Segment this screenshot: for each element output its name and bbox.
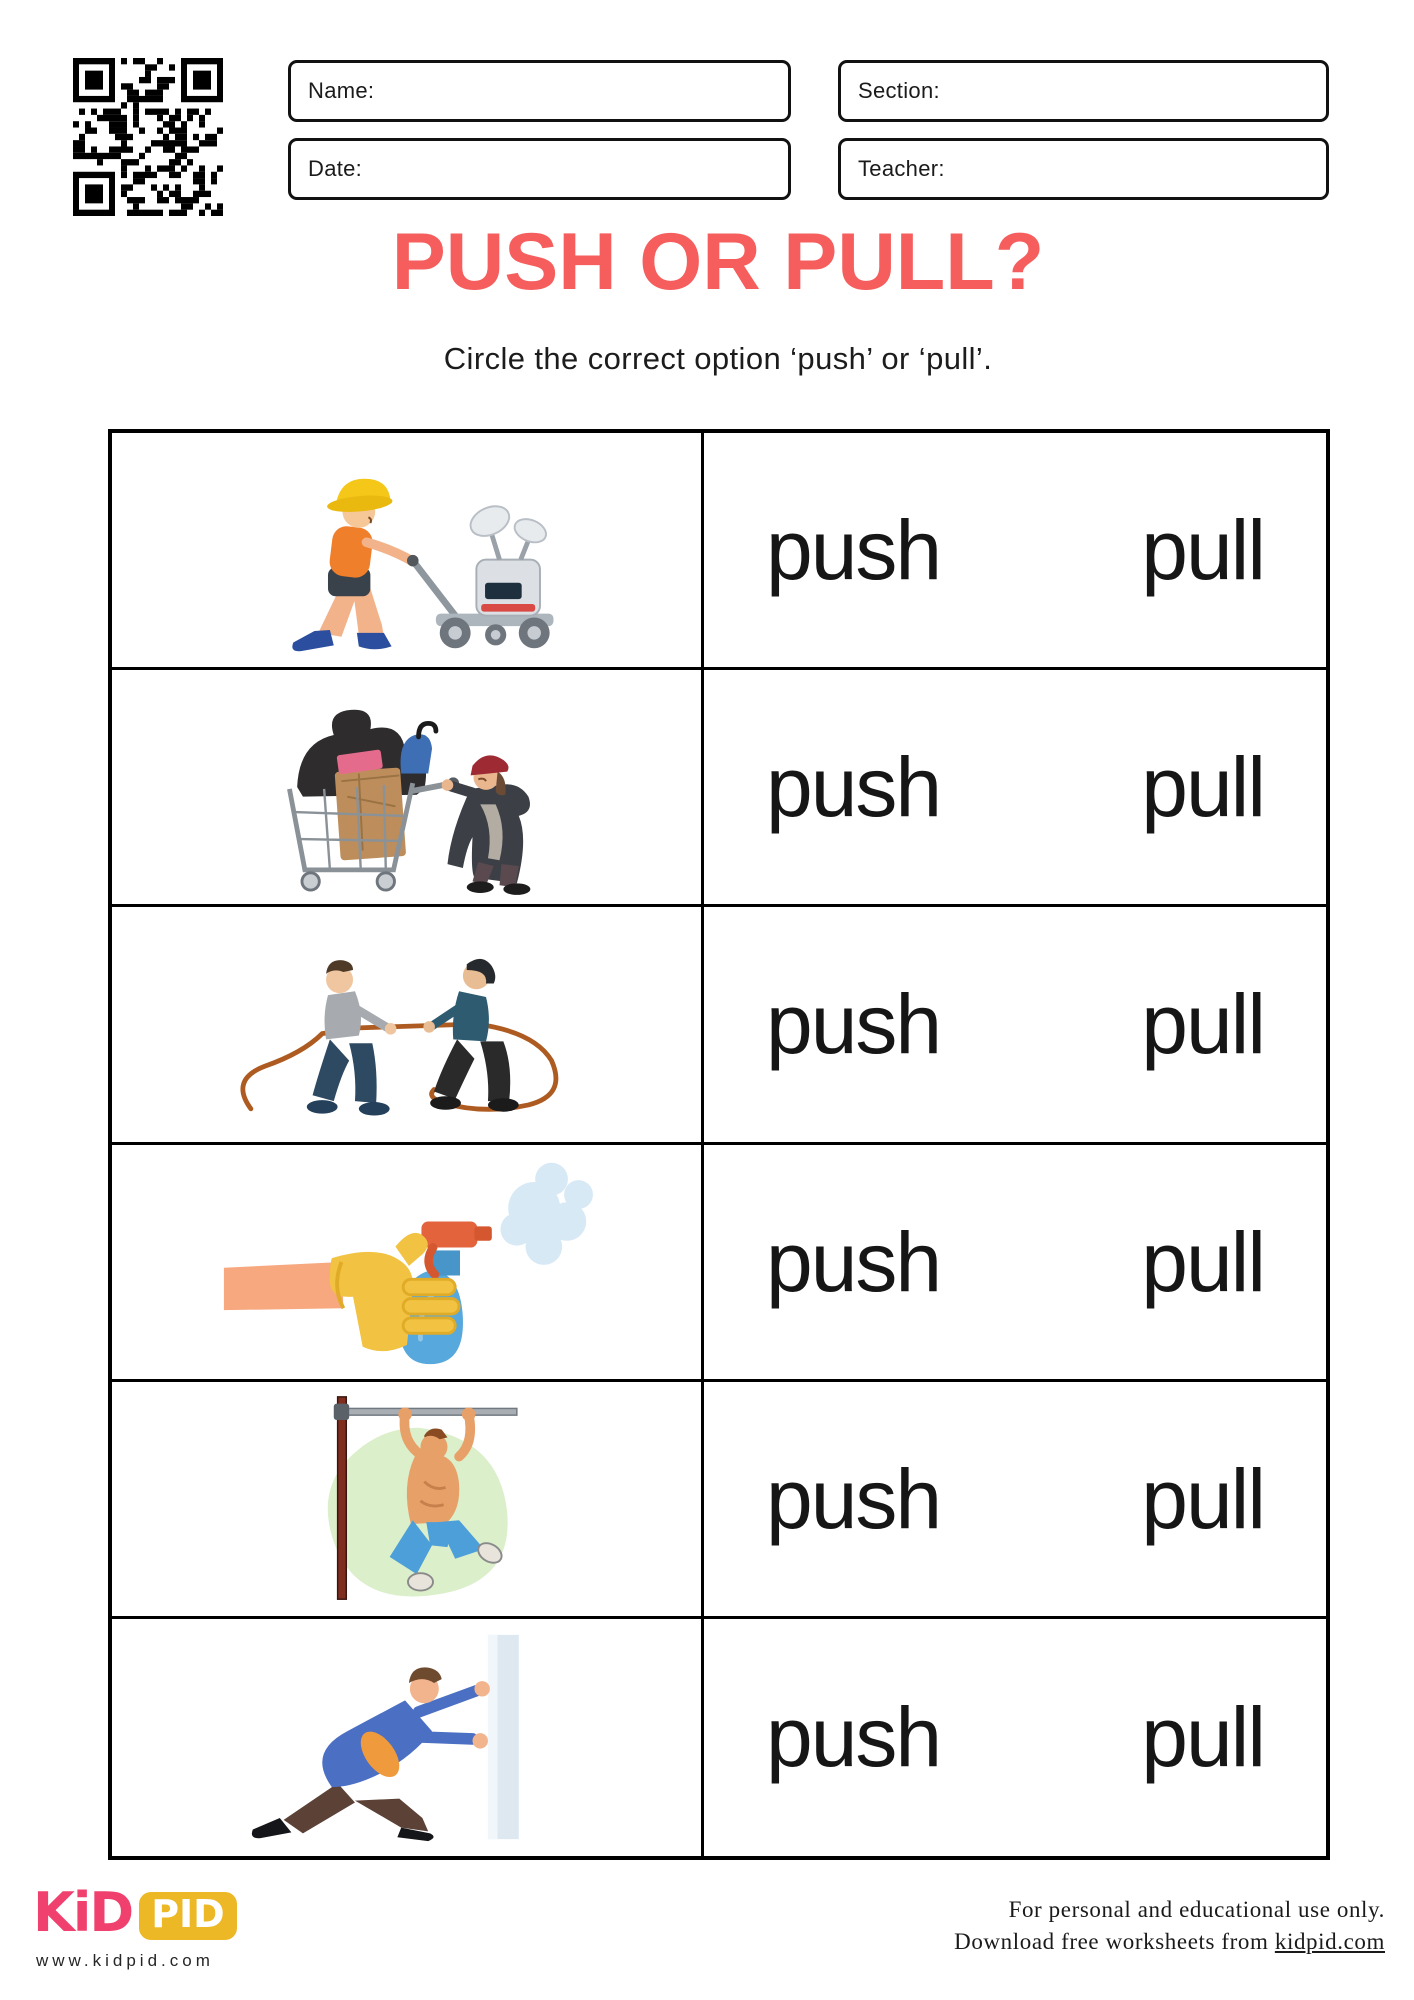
date-field[interactable] bbox=[288, 138, 791, 200]
illustration-pull-up-bar bbox=[195, 1391, 619, 1607]
row-4-option-push[interactable]: push bbox=[766, 1214, 941, 1309]
row-3-option-push[interactable]: push bbox=[766, 977, 941, 1072]
row-4-image-cell bbox=[112, 1145, 704, 1382]
row-5-options-cell bbox=[704, 1382, 1326, 1619]
row-1-option-push[interactable]: push bbox=[766, 503, 941, 598]
illustration-pushing-wall bbox=[195, 1629, 619, 1845]
row-6-options-cell bbox=[704, 1619, 1326, 1856]
row-6-option-push[interactable]: push bbox=[766, 1690, 941, 1785]
usage-note-line1: For personal and educational use only. bbox=[1008, 1897, 1385, 1922]
page-title: PUSH OR PULL? bbox=[391, 217, 1045, 307]
row-6-image-cell bbox=[112, 1619, 704, 1856]
kidpid-link[interactable]: kidpid.com bbox=[1274, 1929, 1385, 1954]
illustration-tug-of-war bbox=[195, 916, 619, 1132]
row-1-option-pull[interactable]: pull bbox=[1141, 503, 1264, 598]
instruction-text: Circle the correct option ‘push’ or ‘pull’. bbox=[443, 341, 993, 376]
row-3-image-cell bbox=[112, 907, 704, 1144]
row-5-image-cell bbox=[112, 1382, 704, 1619]
illustration-boy-pushing-robot bbox=[195, 442, 619, 658]
section-field[interactable] bbox=[838, 60, 1329, 122]
illustration-spray-bottle bbox=[195, 1154, 619, 1370]
row-2-option-pull[interactable]: pull bbox=[1141, 740, 1264, 835]
usage-note-line2-text: Download free worksheets from bbox=[954, 1929, 1275, 1954]
row-1-options-cell bbox=[704, 433, 1326, 670]
row-2-options-cell bbox=[704, 670, 1326, 907]
row-4-options-cell bbox=[704, 1145, 1326, 1382]
teacher-field[interactable] bbox=[838, 138, 1329, 200]
section-field-label: Section: bbox=[858, 78, 940, 103]
logo-kid-text: KiD bbox=[33, 1881, 133, 1944]
kidpid-logo bbox=[33, 1881, 237, 1944]
usage-note-line2 bbox=[954, 1926, 1385, 1958]
row-4-option-pull[interactable]: pull bbox=[1141, 1214, 1264, 1309]
illustration-man-pushing-cart bbox=[195, 679, 619, 895]
row-2-image-cell bbox=[112, 670, 704, 907]
worksheet-table bbox=[108, 429, 1330, 1860]
row-1-image-cell bbox=[112, 433, 704, 670]
row-2-option-push[interactable]: push bbox=[766, 740, 941, 835]
date-field-label: Date: bbox=[308, 156, 363, 181]
qr-code-icon bbox=[73, 58, 223, 216]
name-field-label: Name: bbox=[308, 78, 375, 103]
logo-website-url: www.kidpid.com bbox=[36, 1951, 214, 1970]
row-5-option-push[interactable]: push bbox=[766, 1451, 941, 1546]
row-3-option-pull[interactable]: pull bbox=[1141, 977, 1264, 1072]
row-6-option-pull[interactable]: pull bbox=[1141, 1690, 1264, 1785]
row-5-option-pull[interactable]: pull bbox=[1141, 1451, 1264, 1546]
usage-note bbox=[954, 1894, 1385, 1958]
teacher-field-label: Teacher: bbox=[858, 156, 945, 181]
name-field[interactable] bbox=[288, 60, 791, 122]
row-3-options-cell bbox=[704, 907, 1326, 1144]
logo-pid-badge: PID bbox=[139, 1892, 237, 1940]
